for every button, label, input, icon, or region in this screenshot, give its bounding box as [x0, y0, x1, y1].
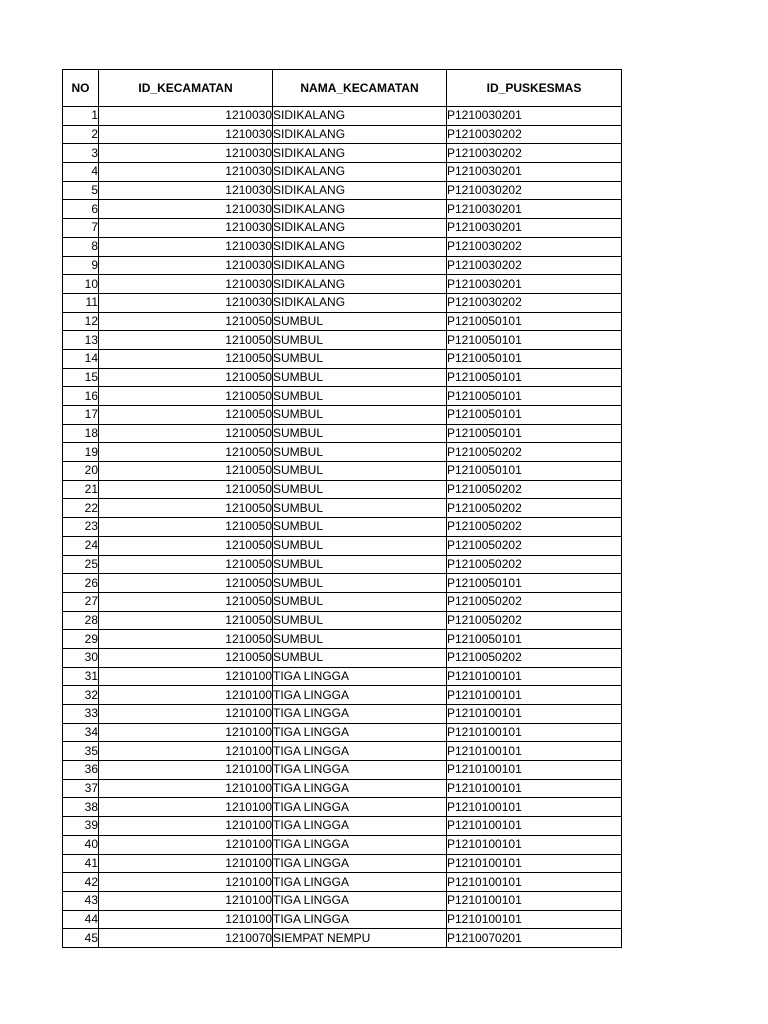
table-row: [63, 648, 622, 667]
cell-id-kecamatan: 1210050: [99, 555, 273, 574]
cell-no: 24: [63, 536, 99, 555]
cell-nama-kecamatan: TIGA LINGGA: [273, 835, 447, 854]
cell-id-puskesmas: P1210100101: [447, 667, 622, 686]
cell-nama-kecamatan: TIGA LINGGA: [273, 779, 447, 798]
cell-id-puskesmas: P1210030201: [447, 200, 622, 219]
header-no: NO: [63, 70, 99, 107]
cell-id-puskesmas: P1210100101: [447, 779, 622, 798]
table-row: [63, 387, 622, 406]
cell-no: 37: [63, 779, 99, 798]
cell-id-kecamatan: 1210030: [99, 181, 273, 200]
cell-id-puskesmas: P1210050101: [447, 368, 622, 387]
table-row: [63, 686, 622, 705]
cell-nama-kecamatan: TIGA LINGGA: [273, 742, 447, 761]
cell-no: 28: [63, 611, 99, 630]
cell-id-kecamatan: 1210050: [99, 331, 273, 350]
header-nama-kecamatan: NAMA_KECAMATAN: [273, 70, 447, 107]
cell-id-puskesmas: P1210030201: [447, 275, 622, 294]
cell-id-puskesmas: P1210050202: [447, 611, 622, 630]
cell-id-puskesmas: P1210100101: [447, 761, 622, 780]
cell-id-kecamatan: 1210050: [99, 312, 273, 331]
cell-no: 40: [63, 835, 99, 854]
cell-id-puskesmas: P1210050202: [447, 480, 622, 499]
table-body: [63, 107, 622, 948]
table-row: [63, 443, 622, 462]
cell-id-kecamatan: 1210050: [99, 480, 273, 499]
puskesmas-table: [62, 69, 622, 948]
cell-nama-kecamatan: TIGA LINGGA: [273, 798, 447, 817]
cell-id-puskesmas: P1210030202: [447, 125, 622, 144]
table-row: [63, 406, 622, 425]
cell-id-puskesmas: P1210100101: [447, 817, 622, 836]
cell-no: 19: [63, 443, 99, 462]
cell-no: 10: [63, 275, 99, 294]
cell-id-kecamatan: 1210050: [99, 424, 273, 443]
cell-nama-kecamatan: SIDIKALANG: [273, 107, 447, 126]
cell-no: 31: [63, 667, 99, 686]
cell-no: 39: [63, 817, 99, 836]
cell-id-kecamatan: 1210050: [99, 518, 273, 537]
table-row: [63, 256, 622, 275]
cell-id-kecamatan: 1210050: [99, 574, 273, 593]
table-row: [63, 611, 622, 630]
cell-nama-kecamatan: SIDIKALANG: [273, 275, 447, 294]
cell-id-kecamatan: 1210030: [99, 275, 273, 294]
table-row: [63, 891, 622, 910]
cell-nama-kecamatan: SUMBUL: [273, 648, 447, 667]
cell-nama-kecamatan: SUMBUL: [273, 480, 447, 499]
table-row: [63, 835, 622, 854]
cell-nama-kecamatan: TIGA LINGGA: [273, 705, 447, 724]
cell-nama-kecamatan: SIDIKALANG: [273, 163, 447, 182]
spreadsheet-page: [62, 69, 621, 948]
cell-no: 27: [63, 592, 99, 611]
cell-id-kecamatan: 1210030: [99, 163, 273, 182]
cell-id-puskesmas: P1210050101: [447, 312, 622, 331]
cell-nama-kecamatan: SUMBUL: [273, 312, 447, 331]
cell-no: 15: [63, 368, 99, 387]
cell-id-puskesmas: P1210050202: [447, 443, 622, 462]
header-id-kecamatan: ID_KECAMATAN: [99, 70, 273, 107]
cell-no: 36: [63, 761, 99, 780]
cell-id-puskesmas: P1210050202: [447, 518, 622, 537]
cell-nama-kecamatan: SIDIKALANG: [273, 181, 447, 200]
cell-id-kecamatan: 1210050: [99, 462, 273, 481]
cell-no: 21: [63, 480, 99, 499]
cell-nama-kecamatan: TIGA LINGGA: [273, 817, 447, 836]
cell-id-kecamatan: 1210100: [99, 910, 273, 929]
cell-nama-kecamatan: SIDIKALANG: [273, 219, 447, 238]
table-row: [63, 630, 622, 649]
cell-nama-kecamatan: SUMBUL: [273, 592, 447, 611]
cell-id-puskesmas: P1210050202: [447, 648, 622, 667]
cell-nama-kecamatan: SUMBUL: [273, 630, 447, 649]
cell-id-puskesmas: P1210050101: [447, 331, 622, 350]
cell-id-kecamatan: 1210050: [99, 630, 273, 649]
cell-nama-kecamatan: TIGA LINGGA: [273, 761, 447, 780]
cell-no: 34: [63, 723, 99, 742]
table-row: [63, 181, 622, 200]
cell-no: 14: [63, 349, 99, 368]
cell-id-kecamatan: 1210050: [99, 611, 273, 630]
cell-no: 38: [63, 798, 99, 817]
cell-nama-kecamatan: SUMBUL: [273, 368, 447, 387]
cell-nama-kecamatan: SUMBUL: [273, 574, 447, 593]
cell-nama-kecamatan: SUMBUL: [273, 331, 447, 350]
cell-nama-kecamatan: SUMBUL: [273, 555, 447, 574]
cell-id-puskesmas: P1210030202: [447, 256, 622, 275]
cell-nama-kecamatan: SIDIKALANG: [273, 200, 447, 219]
table-row: [63, 107, 622, 126]
table-row: [63, 200, 622, 219]
cell-id-puskesmas: P1210030202: [447, 144, 622, 163]
cell-no: 26: [63, 574, 99, 593]
cell-id-kecamatan: 1210050: [99, 648, 273, 667]
cell-nama-kecamatan: SUMBUL: [273, 406, 447, 425]
cell-nama-kecamatan: SUMBUL: [273, 443, 447, 462]
cell-id-puskesmas: P1210030201: [447, 163, 622, 182]
cell-no: 16: [63, 387, 99, 406]
table-row: [63, 219, 622, 238]
cell-id-kecamatan: 1210100: [99, 761, 273, 780]
header-id-puskesmas: ID_PUSKESMAS: [447, 70, 622, 107]
table-row: [63, 293, 622, 312]
table-row: [63, 742, 622, 761]
table-row: [63, 723, 622, 742]
cell-nama-kecamatan: SUMBUL: [273, 387, 447, 406]
cell-no: 5: [63, 181, 99, 200]
cell-nama-kecamatan: TIGA LINGGA: [273, 686, 447, 705]
cell-id-kecamatan: 1210050: [99, 592, 273, 611]
cell-id-puskesmas: P1210030201: [447, 219, 622, 238]
cell-no: 29: [63, 630, 99, 649]
cell-no: 1: [63, 107, 99, 126]
cell-nama-kecamatan: SUMBUL: [273, 424, 447, 443]
cell-id-puskesmas: P1210050101: [447, 462, 622, 481]
cell-no: 13: [63, 331, 99, 350]
cell-nama-kecamatan: TIGA LINGGA: [273, 873, 447, 892]
cell-no: 11: [63, 293, 99, 312]
table-row: [63, 910, 622, 929]
table-row: [63, 275, 622, 294]
cell-id-puskesmas: P1210100101: [447, 798, 622, 817]
cell-no: 30: [63, 648, 99, 667]
cell-nama-kecamatan: SIDIKALANG: [273, 144, 447, 163]
cell-id-kecamatan: 1210100: [99, 723, 273, 742]
cell-id-puskesmas: P1210100101: [447, 910, 622, 929]
cell-id-kecamatan: 1210100: [99, 817, 273, 836]
cell-no: 18: [63, 424, 99, 443]
cell-id-puskesmas: P1210100101: [447, 835, 622, 854]
cell-id-kecamatan: 1210030: [99, 200, 273, 219]
table-row: [63, 592, 622, 611]
cell-nama-kecamatan: TIGA LINGGA: [273, 667, 447, 686]
cell-nama-kecamatan: SUMBUL: [273, 611, 447, 630]
table-row: [63, 144, 622, 163]
cell-no: 12: [63, 312, 99, 331]
cell-no: 41: [63, 854, 99, 873]
cell-id-kecamatan: 1210100: [99, 873, 273, 892]
table-row: [63, 331, 622, 350]
cell-id-puskesmas: P1210030202: [447, 181, 622, 200]
cell-id-puskesmas: P1210050101: [447, 387, 622, 406]
table-row: [63, 424, 622, 443]
cell-id-kecamatan: 1210050: [99, 406, 273, 425]
cell-no: 4: [63, 163, 99, 182]
cell-id-puskesmas: P1210100101: [447, 742, 622, 761]
cell-id-kecamatan: 1210030: [99, 237, 273, 256]
cell-no: 35: [63, 742, 99, 761]
cell-id-kecamatan: 1210100: [99, 686, 273, 705]
cell-id-puskesmas: P1210100101: [447, 686, 622, 705]
cell-id-puskesmas: P1210100101: [447, 891, 622, 910]
cell-id-kecamatan: 1210100: [99, 779, 273, 798]
table-row: [63, 462, 622, 481]
table-row: [63, 499, 622, 518]
cell-id-kecamatan: 1210050: [99, 536, 273, 555]
cell-no: 3: [63, 144, 99, 163]
cell-id-puskesmas: P1210100101: [447, 723, 622, 742]
cell-id-kecamatan: 1210070: [99, 929, 273, 948]
cell-id-puskesmas: P1210050202: [447, 536, 622, 555]
cell-id-puskesmas: P1210050202: [447, 555, 622, 574]
table-row: [63, 536, 622, 555]
cell-id-puskesmas: P1210050202: [447, 592, 622, 611]
cell-id-puskesmas: P1210100101: [447, 873, 622, 892]
table-row: [63, 817, 622, 836]
cell-nama-kecamatan: SIDIKALANG: [273, 125, 447, 144]
cell-id-kecamatan: 1210030: [99, 125, 273, 144]
cell-no: 2: [63, 125, 99, 144]
header-row: [63, 70, 622, 107]
cell-id-kecamatan: 1210050: [99, 387, 273, 406]
table-row: [63, 761, 622, 780]
cell-nama-kecamatan: TIGA LINGGA: [273, 854, 447, 873]
cell-id-kecamatan: 1210100: [99, 667, 273, 686]
table-row: [63, 667, 622, 686]
cell-nama-kecamatan: TIGA LINGGA: [273, 723, 447, 742]
table-row: [63, 125, 622, 144]
cell-id-kecamatan: 1210030: [99, 293, 273, 312]
cell-id-puskesmas: P1210070201: [447, 929, 622, 948]
cell-id-kecamatan: 1210030: [99, 219, 273, 238]
cell-id-kecamatan: 1210100: [99, 798, 273, 817]
cell-id-puskesmas: P1210050101: [447, 349, 622, 368]
cell-nama-kecamatan: SUMBUL: [273, 536, 447, 555]
cell-nama-kecamatan: SUMBUL: [273, 349, 447, 368]
cell-id-puskesmas: P1210100101: [447, 854, 622, 873]
cell-no: 9: [63, 256, 99, 275]
cell-nama-kecamatan: SUMBUL: [273, 462, 447, 481]
cell-id-puskesmas: P1210050101: [447, 424, 622, 443]
table-row: [63, 854, 622, 873]
table-row: [63, 349, 622, 368]
cell-no: 17: [63, 406, 99, 425]
table-row: [63, 929, 622, 948]
cell-id-kecamatan: 1210050: [99, 443, 273, 462]
table-row: [63, 798, 622, 817]
cell-id-puskesmas: P1210030202: [447, 293, 622, 312]
cell-no: 42: [63, 873, 99, 892]
cell-id-puskesmas: P1210100101: [447, 705, 622, 724]
cell-no: 7: [63, 219, 99, 238]
cell-nama-kecamatan: SIDIKALANG: [273, 293, 447, 312]
cell-no: 32: [63, 686, 99, 705]
cell-no: 45: [63, 929, 99, 948]
cell-id-kecamatan: 1210050: [99, 349, 273, 368]
table-row: [63, 237, 622, 256]
cell-id-kecamatan: 1210050: [99, 368, 273, 387]
cell-id-puskesmas: P1210030201: [447, 107, 622, 126]
cell-id-kecamatan: 1210030: [99, 107, 273, 126]
table-row: [63, 368, 622, 387]
cell-id-puskesmas: P1210050101: [447, 574, 622, 593]
cell-id-kecamatan: 1210100: [99, 891, 273, 910]
cell-id-kecamatan: 1210100: [99, 835, 273, 854]
cell-id-kecamatan: 1210050: [99, 499, 273, 518]
cell-no: 43: [63, 891, 99, 910]
cell-no: 44: [63, 910, 99, 929]
table-row: [63, 873, 622, 892]
cell-id-kecamatan: 1210030: [99, 256, 273, 275]
cell-nama-kecamatan: TIGA LINGGA: [273, 891, 447, 910]
cell-id-puskesmas: P1210050101: [447, 406, 622, 425]
cell-id-puskesmas: P1210050202: [447, 499, 622, 518]
cell-nama-kecamatan: SIDIKALANG: [273, 256, 447, 275]
cell-nama-kecamatan: SUMBUL: [273, 499, 447, 518]
cell-nama-kecamatan: SIEMPAT NEMPU: [273, 929, 447, 948]
cell-no: 25: [63, 555, 99, 574]
cell-no: 20: [63, 462, 99, 481]
cell-no: 6: [63, 200, 99, 219]
cell-id-kecamatan: 1210100: [99, 854, 273, 873]
cell-nama-kecamatan: TIGA LINGGA: [273, 910, 447, 929]
cell-nama-kecamatan: SUMBUL: [273, 518, 447, 537]
cell-no: 33: [63, 705, 99, 724]
cell-id-kecamatan: 1210030: [99, 144, 273, 163]
cell-id-puskesmas: P1210030202: [447, 237, 622, 256]
cell-no: 22: [63, 499, 99, 518]
table-row: [63, 779, 622, 798]
cell-id-puskesmas: P1210050101: [447, 630, 622, 649]
table-row: [63, 705, 622, 724]
cell-no: 8: [63, 237, 99, 256]
cell-nama-kecamatan: SIDIKALANG: [273, 237, 447, 256]
table-row: [63, 480, 622, 499]
table-row: [63, 518, 622, 537]
cell-id-kecamatan: 1210100: [99, 705, 273, 724]
cell-no: 23: [63, 518, 99, 537]
table-row: [63, 312, 622, 331]
table-row: [63, 555, 622, 574]
table-row: [63, 163, 622, 182]
table-row: [63, 574, 622, 593]
cell-id-kecamatan: 1210100: [99, 742, 273, 761]
